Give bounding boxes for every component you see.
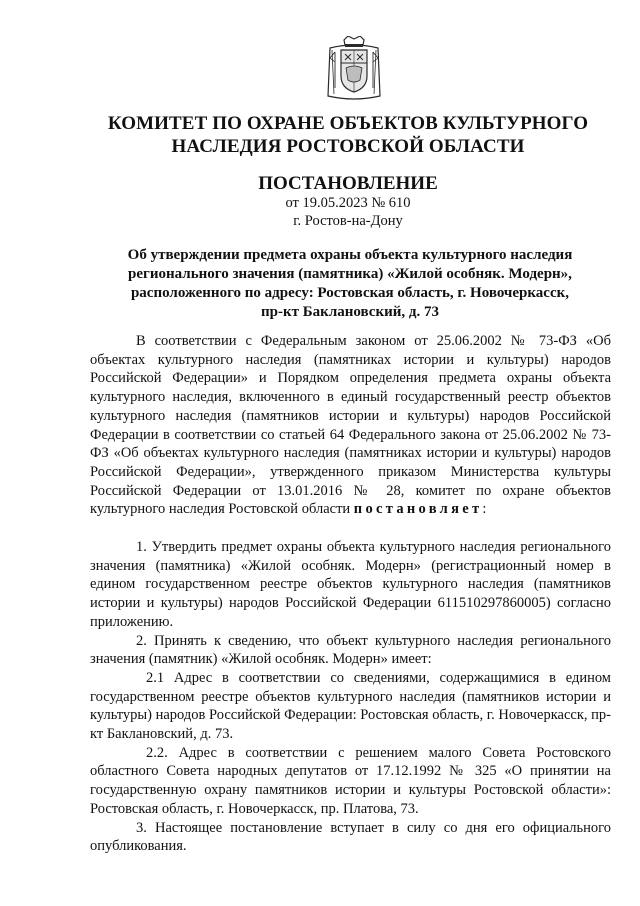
- item-3: 3. Настоящее постановление вступает в силу со дня его официального опубликования.: [90, 819, 611, 855]
- item-2-1: 2.1 Адрес в соответствии со сведениями, содержащимися в едином государственном реестре объектов культурного наследия (памятников истории и культуры) народов Российской Федерации: Ростовская область, г. Новочеркасск, пр-кт Баклановский, д. 73.: [90, 669, 611, 743]
- org-line-1: КОМИТЕТ ПО ОХРАНЕ ОБЪЕКТОВ КУЛЬТУРНОГО: [107, 113, 589, 134]
- document-type: ПОСТАНОВЛЕНИЕ: [258, 173, 438, 194]
- item-2: 2. Принять к сведению, что объект культурного наследия регионального значения (памятник) «Жилой особняк. Модерн» имеет:: [90, 632, 611, 668]
- preamble-paragraph: [90, 332, 611, 519]
- organization-name: [60, 112, 636, 158]
- org-line-2: НАСЛЕДИЯ РОСТОВСКОЙ ОБЛАСТИ: [171, 136, 525, 157]
- decree-colon: :: [482, 501, 487, 518]
- date-number: от 19.05.2023 № 610: [285, 195, 411, 211]
- document-body: [90, 332, 611, 856]
- city: г. Ростов-на-Дону: [293, 213, 403, 229]
- preamble-text: В соответствии с Федеральным законом от 25.06.2002 № 73-ФЗ «Об объектах культурного наследия (памятниках истории и культуры) народов Российской Федерации» и Порядком определения предмета охраны объекта культурного наследия, включенного в единый государственный реестр объектов культурного наследия (памятников истории и культуры) народов Российской Федерации в соответствии со статьей 64 Федерального закона от 25.06.2002 № 73-ФЗ «Об объектах культурного наследия (памятниках истории и культуры) народов Российской Федерации», утвержденного приказом Министерства культуры Российской Федерации от 13.01.2016 № 28, комитет по охране объектов культурного наследия Ростовской области: [90, 333, 611, 518]
- decree-word: постановляет: [353, 501, 483, 518]
- coat-of-arms-icon: [326, 36, 382, 102]
- item-2-2: 2.2. Адрес в соответствии с решением малого Совета Ростовского областного Совета народных депутатов от 17.12.1992 № 325 «О принятии на государственную охрану памятников истории и культуры Ростовской области»: Ростовская область, г. Новочеркасск, пр. Платова, 73.: [90, 744, 611, 817]
- title-line-2: регионального значения (памятника) «Жилой особняк. Модерн»,: [128, 266, 572, 282]
- item-1: 1. Утвердить предмет охраны объекта культурного наследия регионального значения (памятника) «Жилой особняк. Модерн» (регистрационный номер в едином государственном реестре объектов культурного наследия (памятников истории и культуры) народов Российской Федерации 611510297860005) согласно приложению.: [90, 539, 611, 630]
- title-line-3: расположенного по адресу: Ростовская область, г. Новочеркасск,: [130, 285, 570, 301]
- document-title: [90, 246, 610, 322]
- title-line-1: Об утверждении предмета охраны объекта культурного наследия: [127, 247, 573, 263]
- title-line-4: пр-кт Баклановский, д. 73: [261, 304, 439, 320]
